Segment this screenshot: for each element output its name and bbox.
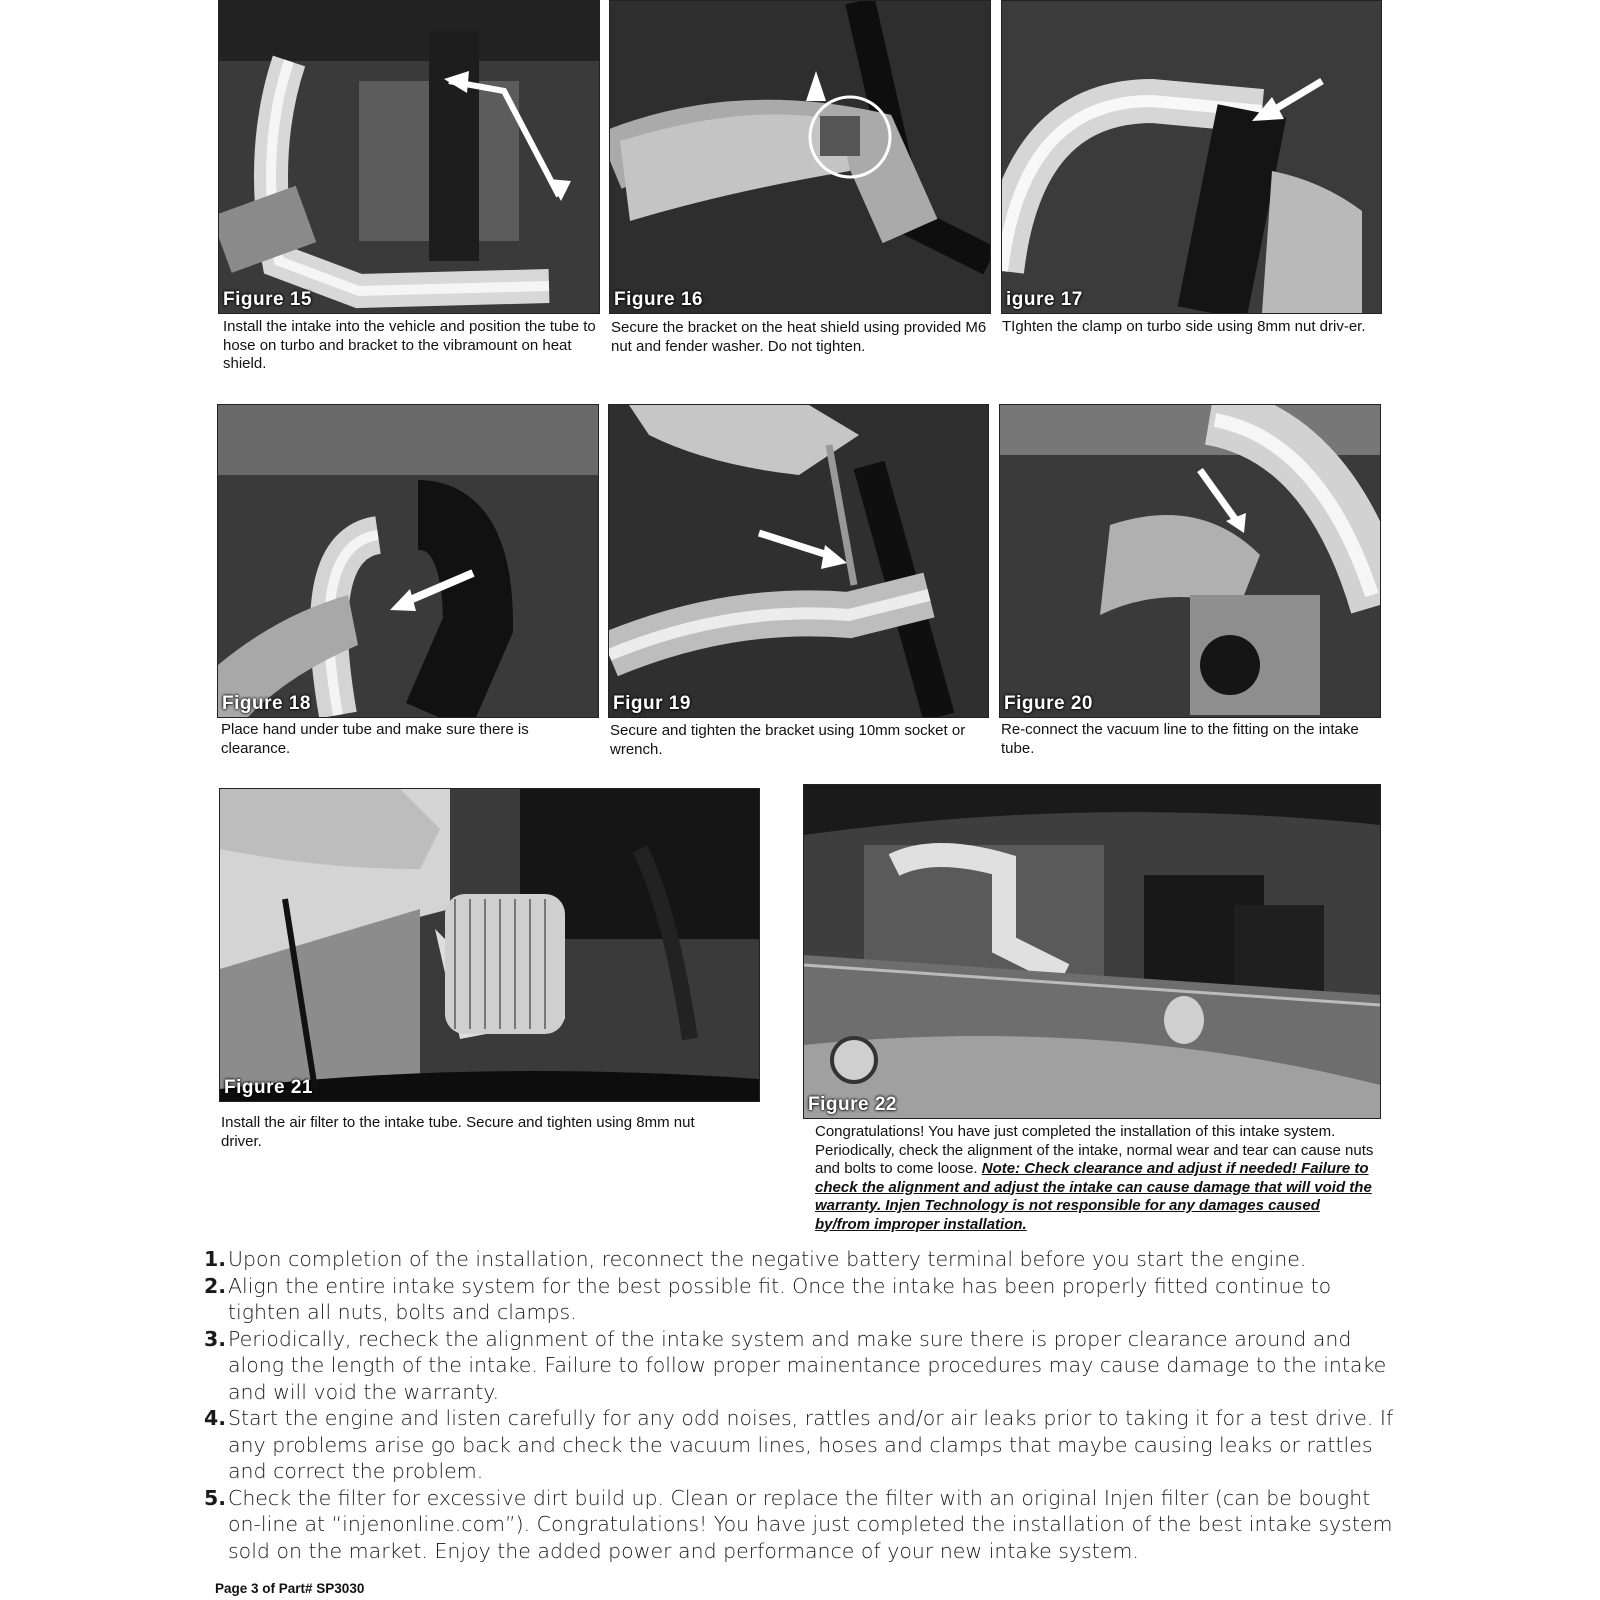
figure-label: Figure 16 [614, 289, 703, 310]
step-number: 2. [204, 1273, 227, 1298]
figure-17-caption: TIghten the clamp on turbo side using 8mm nut driv-er. [1002, 318, 1366, 335]
figure-16-caption: Secure the bracket on the heat shield using provided M6 nut and fender washer. Do not tighten. [611, 319, 987, 355]
figure-19-caption: Secure and tighten the bracket using 10mm socket or wrench. [610, 722, 966, 758]
final-steps-list [204, 1246, 1404, 1564]
figure-label: Figure 15 [223, 289, 312, 310]
list-item [204, 1273, 1404, 1326]
step-number: 5. [204, 1485, 227, 1510]
step-number: 4. [204, 1406, 227, 1430]
step-text: Upon completion of the installation, reconnect the negative battery terminal before you start the engine. [228, 1247, 1307, 1271]
step-number: 1. [204, 1247, 227, 1271]
figure-label: Figure 20 [1004, 693, 1093, 714]
figure-label: Figur 19 [613, 693, 691, 714]
figure-15-photo [218, 0, 600, 314]
figure-18-caption: Place hand under tube and make sure there is clearance. [221, 721, 529, 757]
figure-16-photo [609, 0, 991, 314]
step-text: Check the filter for excessive dirt build up. Clean or replace the filter with an original Injen filter (can be bought on-line at “injenonline.com”). Congratulations! You have just completed the installation of the best intake system sold on the market. Enjoy the added power and performance of your new intake system. [228, 1485, 1393, 1563]
step-text: Start the engine and listen carefully for any odd noises, rattles and/or air leaks prior to taking it for a test drive. If any problems arise go back and check the vacuum lines, hoses and clamps that maybe causing leaks or rattles and correct the problem. [228, 1406, 1394, 1483]
figure-22-warning-note: Note: Check clearance and adjust if needed! Failure to check the alignment and adjust the intake can cause damage that will void the warranty. Injen Technology is not responsible for any damages caused by/from improper installation. [815, 1160, 1372, 1233]
figure-22-caption-text: Congratulations! You have just completed the installation of this intake system. Periodically, check the alignment of the intake, normal wear and tear can cause nuts and bolts to come loose. [815, 1123, 1374, 1177]
figure-label: Figure 21 [224, 1077, 313, 1098]
figure-label: igure 17 [1006, 289, 1083, 310]
figure-label: Figure 18 [222, 693, 311, 714]
list-item [204, 1326, 1404, 1406]
figure-21-caption: Install the air filter to the intake tube. Secure and tighten using 8mm nut driver. [221, 1114, 695, 1150]
figure-20-caption: Re-connect the vacuum line to the fitting on the intake tube. [1001, 721, 1359, 757]
page-footer: Page 3 of Part# SP3030 [215, 1581, 365, 1596]
list-item [204, 1405, 1404, 1485]
figure-18-photo [217, 404, 599, 718]
step-number: 3. [204, 1326, 227, 1351]
figure-20-photo [999, 404, 1381, 718]
figure-15-caption: Install the intake into the vehicle and position the tube to hose on turbo and bracket to the vibramount on heat shield. [223, 318, 596, 372]
figure-22-photo [803, 784, 1381, 1119]
figure-19-photo [608, 404, 989, 718]
figure-21-photo [219, 788, 760, 1102]
figure-label: Figure 22 [808, 1094, 897, 1115]
step-text: Periodically, recheck the alignment of the intake system and make sure there is proper clearance around and along the length of the intake. Failure to follow proper mainentance procedures may cause damage to the intake and will void the warranty. [228, 1326, 1387, 1404]
list-item [204, 1246, 1404, 1273]
list-item [204, 1485, 1404, 1565]
figure-22-caption [815, 1123, 1375, 1234]
figure-17-photo [1001, 0, 1382, 314]
step-text: Align the entire intake system for the best possible fit. Once the intake has been properly fitted continue to tighten all nuts, bolts and clamps. [228, 1273, 1332, 1324]
